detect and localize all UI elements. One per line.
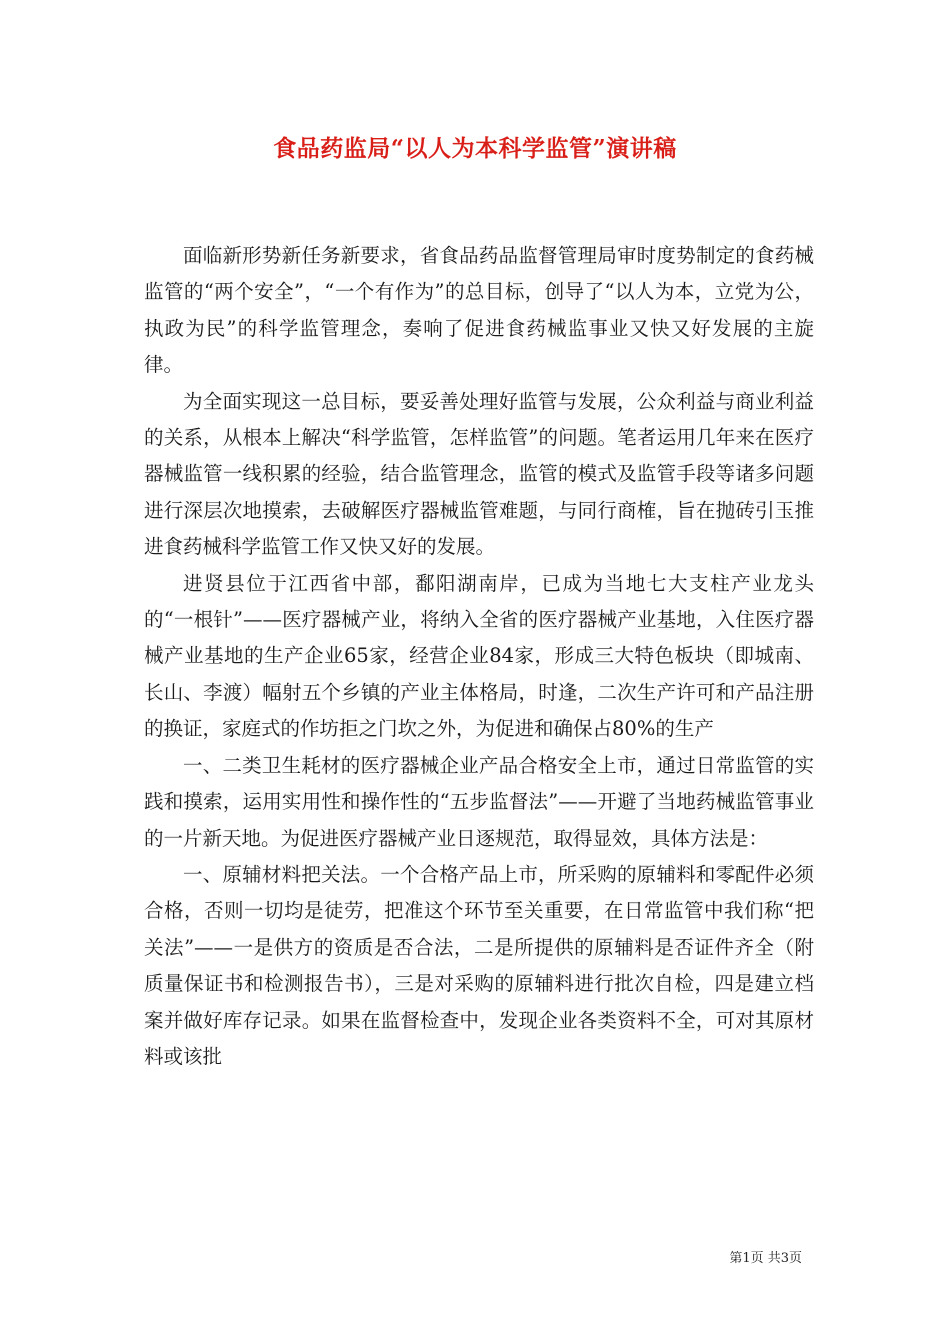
document-body xyxy=(144,238,814,1075)
paragraph-4: 一、二类卫生耗材的医疗器械企业产品合格安全上市，通过日常监管的实践和摸索，运用实用性和操作性的“五步监督法”——开避了当地药械监管事业的一片新天地。为促进医疗器械产业日逐规范，取得显效，具体方法是： xyxy=(144,753,814,850)
paragraph-5: 一、原辅材料把关法。一个合格产品上市，所采购的原辅料和零配件必须合格，否则一切均是徒劳，把准这个环节至关重要，在日常监管中我们称“把关法”——一是供方的资质是否合法，二是所提供的原辅料是否证件齐全（附质量保证书和检测报告书），三是对采购的原辅料进行批次自检，四是建立档案并做好库存记录。如果在监督检查中，发现企业各类资料不全，可对其原材料或该批 xyxy=(144,862,814,1068)
document-title: 食品药监局“以人为本科学监管”演讲稿 xyxy=(273,135,677,162)
paragraph-1: 面临新形势新任务新要求，省食品药品监督管理局审时度势制定的食药械监管的“两个安全”，“一个有作为”的总目标，创导了“以人为本，立党为公，执政为民”的科学监管理念，奏响了促进食药械监事业又快又好发展的主旋律。 xyxy=(144,244,814,377)
paragraph-2: 为全面实现这一总目标，要妥善处理好监管与发展，公众利益与商业利益的关系，从根本上解决“科学监管，怎样监管”的问题。笔者运用几年来在医疗器械监管一线积累的经验，结合监管理念，监管的模式及监管手段等诸多问题进行深层次地摸索，去破解医疗器械监管难题，与同行商榷，旨在抛砖引玉推进食药械科学监管工作又快又好的发展。 xyxy=(144,389,814,559)
page-number-footer: 第1页 共3页 xyxy=(729,1251,802,1266)
paragraph-3: 进贤县位于江西省中部，鄱阳湖南岸，已成为当地七大支柱产业龙头的“一根针”——医疗器械产业，将纳入全省的医疗器械产业基地，入住医疗器械产业基地的生产企业65家，经营企业84家，形成三大特色板块（即城南、长山、李渡）幅射五个乡镇的产业主体格局，时逢，二次生产许可和产品注册的换证，家庭式的作坊拒之门坎之外，为促进和确保占80%的生产 xyxy=(144,571,814,741)
